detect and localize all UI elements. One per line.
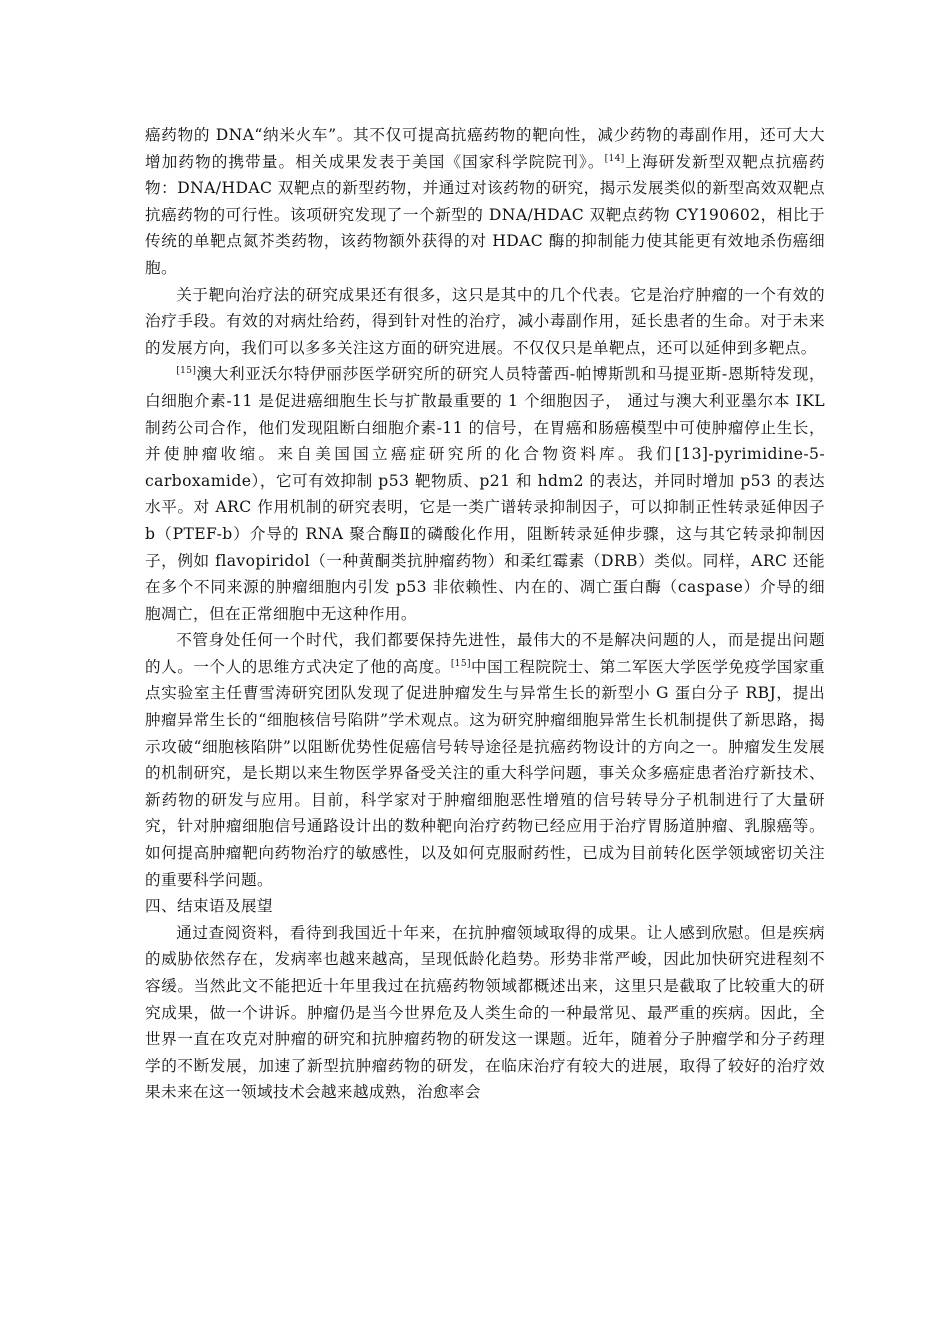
section-heading: 四、结束语及展望 [145, 897, 273, 916]
paragraph-text: 中国工程院院士、第二军医大学医学免疫学国家重点实验室主任曹雪涛研究团队发现了促进肿瘤发生与异常生长的新型小 G 蛋白分子 RBJ，提出肿瘤异常生长的“细胞核信号陷阱”学术观点。这为研究肿瘤细胞异常生长机制提供了新思路，揭示攻破“细胞核陷阱”以阻断优势性促癌信号转导途径是抗癌药物设计的方向之一。肿瘤发生发展的机制研究，是长期以来生物医学界备受关注的重大科学问题，事关众多癌症患者治疗新技术、新药物的研发与应用。目前，科学家对于肿瘤细胞恶性增殖的信号转导分子机制进行了大量研究，针对肿瘤细胞信号通路设计出的数种靶向治疗药物已经应用于治疗胃肠道肿瘤、乳腺癌等。如何提高肿瘤靶向药物治疗的敏感性，以及如何克服耐药性，已成为目前转化医学领域密切关注的重要科学问题。 [145, 657, 825, 889]
paragraph-p4 [145, 627, 825, 893]
paragraph-p3 [145, 361, 825, 627]
paragraph-conclusion: 通过查阅资料，看待到我国近十年来，在抗肿瘤领域取得的成果。让人感到欣慰。但是疾病的威胁依然存在，发病率也越来越高，呈现低龄化趋势。形势非常严峻，因此加快研究进程刻不容缓。当然此文不能把近十年里我过在抗癌药物领域都概述出来，这里只是截取了比较重大的研究成果，做一个讲诉。肿瘤仍是当今世界危及人类生命的一种最常见、最严重的疾病。因此，全世界一直在攻克对肿瘤的研究和抗肿瘤药物的研发这一课题。近年，随着分子肿瘤学和分子药理学的不断发展，加速了新型抗肿瘤药物的研发，在临床治疗有较大的进展，取得了较好的治疗效果未来在这一领域技术会越来越成熟，治愈率会 [145, 923, 825, 1102]
paragraph-p1 [145, 122, 825, 282]
document-page [145, 122, 825, 1106]
citation-marker: [14] [604, 153, 625, 164]
paragraph-text: 澳大利亚沃尔特伊丽莎医学研究所的研究人员特蕾西-帕博斯凯和马提亚斯-恩斯特发现，白细胞介素-11 是促进癌细胞生长与扩散最重要的 1 个细胞因子， 通过与澳大利亚墨尔本 IKL 制药公司合作，他们发现阻断白细胞介素-11 的信号，在胃癌和肠癌模型中可使肿瘤停止生长，并使肿瘤收缩。来自美国国立癌症研究所的化合物资料库。我们[13]-pyrimidine-5-carboxamide），它可有效抑制 p53 靶物质、p21 和 hdm2 的表达，并同时增加 p53 的表达水平。对 ARC 作用机制的研究表明，它是一类广谱转录抑制因子，可以抑制正性转录延伸因子 b（PTEF-b）介导的 RNA 聚合酶Ⅱ的磷酸化作用，阻断转录延伸步骤，这与其它转录抑制因子，例如 flavopiridol（一种黄酮类抗肿瘤药物）和柔红霉素（DRB）类似。同样，ARC 还能在多个不同来源的肿瘤细胞内引发 p53 非依赖性、内在的、凋亡蛋白酶（caspase）介导的细胞凋亡，但在正常细胞中无这种作用。 [145, 365, 825, 623]
paragraph-p2 [145, 282, 825, 362]
paragraph-text: 关于靶向治疗法的研究成果还有很多，这只是其中的几个代表。它是治疗肿瘤的一个有效的治疗手段。有效的对病灶给药，得到针对性的治疗，减小毒副作用，延长患者的生命。对于未来的发展方向，我们可以多多关注这方面的研究进展。不仅仅只是单靶点，还可以延伸到多靶点。 [145, 285, 825, 357]
citation-marker: [15] [176, 366, 197, 377]
paragraph-text: 上海研发新型双靶点抗癌药物：DNA/HDAC 双靶点的新型药物，并通过对该药物的研究，揭示发展类似的新型高效双靶点抗癌药物的可行性。该项研究发现了一个新型的 DNA/HDAC 双靶点药物 CY190602，相比于传统的单靶点氮芥类药物，该药物额外获得的对 HDAC 酶的抑制能力使其能更有效地杀伤癌细胞。 [145, 152, 825, 277]
paragraph-text: 不管身处任何一个时代，我们都要保持先进性，最伟大的不是解决问题的人，而是提出问题的人。一个人的思维方式决定了他的高度。 [145, 631, 825, 676]
body-paragraphs [145, 122, 825, 893]
citation-marker: [15] [450, 658, 471, 669]
paragraph-text: 癌药物的 DNA“纳米火车”。其不仅可提高抗癌药物的靶向性，减少药物的毒副作用，还可大大增加药物的携带量。相关成果发表于美国《国家科学院院刊》。 [145, 126, 825, 171]
